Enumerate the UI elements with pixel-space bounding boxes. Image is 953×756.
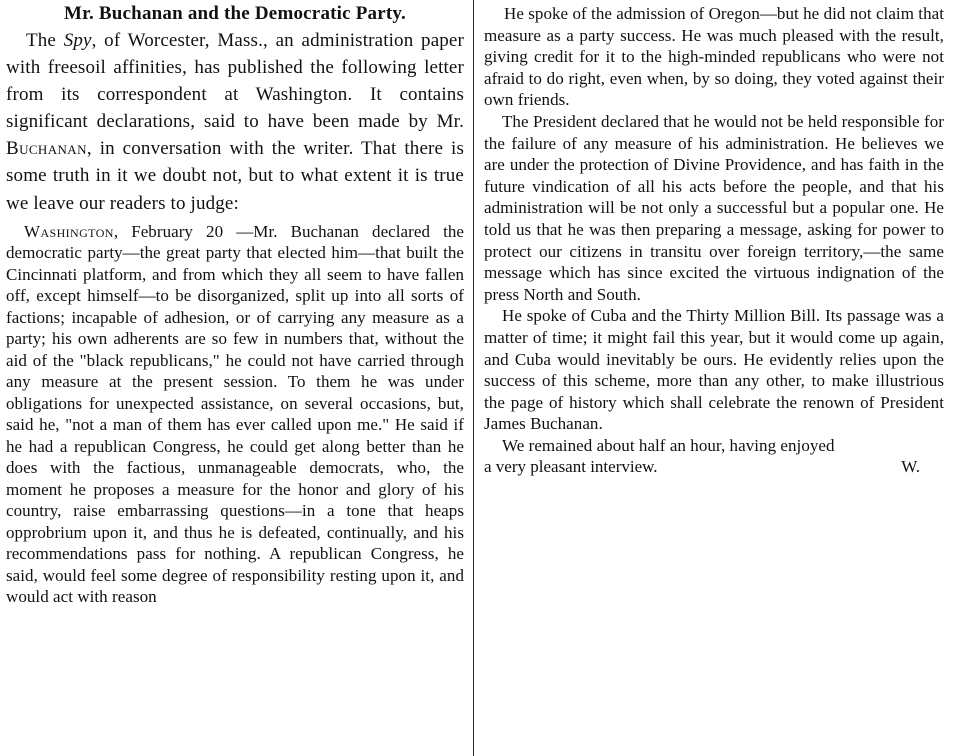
- closing-line: [484, 456, 944, 478]
- column-divider: [473, 0, 474, 756]
- letter-paragraph-1: [6, 221, 464, 608]
- intro-text-end: , in conversation with the writer. That there is some truth in it we doubt not, but to what extent it is true we leave our readers to judge:: [6, 138, 464, 214]
- name-buchanan: Buchanan: [6, 138, 87, 160]
- closing-text: a very pleasant interview.: [484, 457, 658, 477]
- letter-paragraph-2: He spoke of the admission of Oregon—but he did not claim that measure as a party success. He was much pleased with the result, giving credit for it to the high-minded republicans who were not afraid to do right, even when, by so doing, they voted against their own friends.: [484, 4, 944, 110]
- intro-text-start: The: [26, 30, 64, 51]
- intro-text-middle: , of Worcester, Mass., an administration paper with freesoil affinities, has published the following letter from its correspondent at Washington. It contains significant declarations, said to have been made by Mr.: [6, 30, 464, 133]
- letter-paragraph-5: We remained about half an hour, having enjoyed: [502, 435, 835, 455]
- letter-paragraph-4: He spoke of Cuba and the Thirty Million Bill. Its passage was a matter of time; it might fail this year, but it would come up again, and Cuba would inevitably be ours. He evidently relies upon the success of this scheme, more than any other, to make illustrious the page of history which shall celebrate the renown of President James Buchanan.: [484, 306, 944, 434]
- left-column: [6, 0, 464, 608]
- right-column: [484, 0, 944, 478]
- letter-paragraph-1-text: , February 20 —Mr. Buchanan declared the democratic party—the great party that elected him—that built the Cincinnati platform, and from which they all seem to have fallen off, except himself—to be disorganized, split up into all sorts of factions; incapable of adhesion, or of carrying any measure as a party; his own adherents are so few in numbers that, without the aid of the "black republicans," he could not have carried through any measure at the present session. To them he was under obligations for unexpected assistance, on several occasions, but, said he, "not a man of them has ever called upon me." He said if he had a republican Congress, he could get along better than he does with the factious, unmanageable democrats, who, the moment he proposes a measure for the honor and glory of his country, raise embarrassing questions—in a tone that heaps opprobrium upon it, and thus he is defeated, continually, and his recommendations pass for nothing. A republican Congress, he said, would feel some degree of responsibility resting upon it, and would act with reason: [6, 221, 464, 607]
- newspaper-name-spy: Spy: [63, 30, 92, 51]
- letter-paragraph-3: The President declared that he would not be held responsible for the failure of any measure of his administration. He believes we are under the protection of Divine Providence, and has faith in the future vindication of all his acts before the people, and that his administration will be not only a successful but a popular one. He told us that he was then preparing a message, asking for power to protect our citizens in transitu over foreign territory,—the same message which has since excited the virtuous indignation of the press North and South.: [484, 111, 944, 304]
- dateline: Washington: [24, 221, 114, 241]
- article-headline: Mr. Buchanan and the Democratic Party.: [63, 3, 406, 24]
- signature: W.: [901, 457, 920, 477]
- intro-paragraph: [6, 27, 464, 217]
